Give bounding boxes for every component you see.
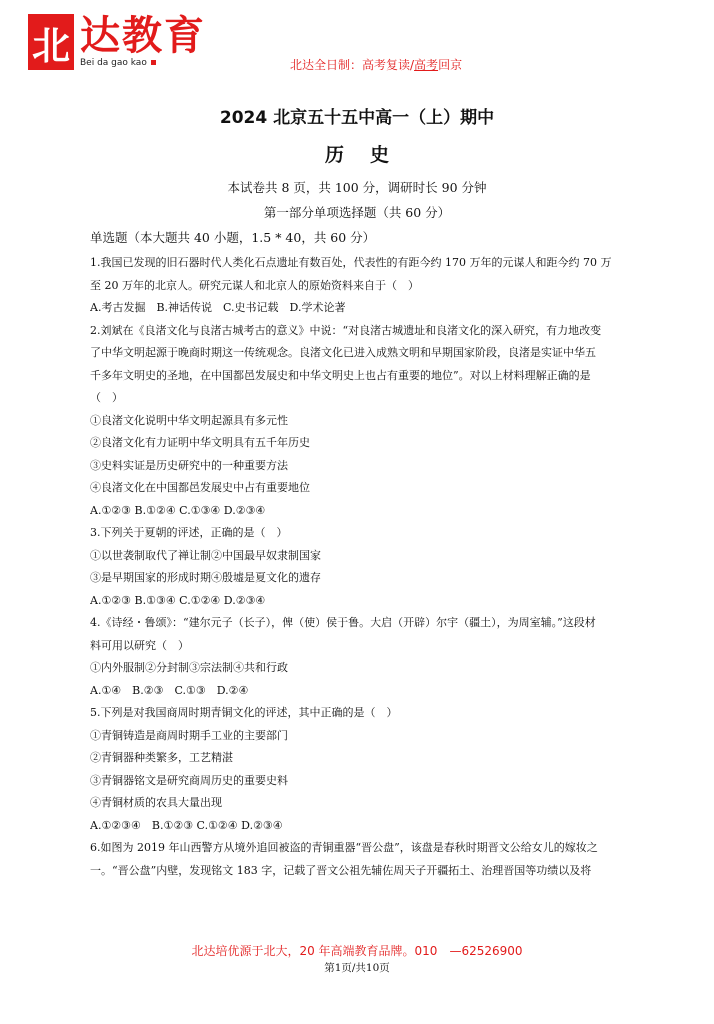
question-body [90,252,628,882]
text-line: ③史料实证是历史研究中的一种重要方法 [90,458,288,472]
text-line: A.考古发掘 B.神话传说 C.史书记载 D.学术论著 [90,301,346,314]
logo-char: 北 [31,23,70,68]
text-line: A.①②③ B.①②④ C.①③④ D.②③④ [90,503,266,517]
text-line: ①青铜铸造是商周时期手工业的主要部门 [90,728,288,742]
text-line: 了中华文明起源于晚商时期这一传统观念。良渚文化已进入成熟文明和早期国家阶段，良渚是实证中华五 [90,346,596,359]
text-line: 千多年文明史的圣地，在中国都邑发展史和中华文明史上也占有重要的地位”。对以上材料理解正确的是 [90,368,591,382]
text-line: ④青铜材质的农具大量出现 [90,796,222,809]
logo-text: 达教育 [80,12,206,59]
text-line: 1.我国已发现的旧石器时代人类化石点遗址有数百处，代表性的有距今约 170 万年的元谋人和距今约 70 万 [90,256,612,269]
text-line: ①内外服制②分封制③宗法制④共和行政 [90,661,288,674]
text-line: 至 20 万年的北京人。研究元谋人和北京人的原始资料来自于（ ） [90,278,419,292]
text-line: A.①④ B.②③ C.①③ D.②④ [90,683,249,697]
text-line: A.①②③ B.①③④ C.①②④ D.②③④ [90,593,266,607]
text-line: 一。“晋公盘”内壁，发现铭文 183 字，记载了晋文公祖先辅佐周天子开疆拓土、治理晋国等功绩以及将 [90,863,592,877]
tagline-part-b: 高考 [414,58,439,72]
text-line: 4.《诗经・鲁颂》：“建尔元子（长子），俾（使）侯于鲁。大启（开辟）尔宇（疆土），为周室辅。”这段材 [90,616,596,629]
text-line: ②青铜器种类繁多，工艺精湛 [90,751,233,764]
logo-square-icon [151,60,156,65]
logo-subtitle-text: Bei da gao kao [80,58,147,68]
exam-title: 2024 北京五十五中高一（上）期中 [219,108,495,128]
text-line: ①良渚文化说明中华文明起源具有多元性 [90,413,288,427]
text-line: ③青铜器铭文是研究商周历史的重要史料 [90,773,288,787]
subject-title: 历史 [324,144,415,166]
logo-mark [28,14,74,70]
logo-subtitle [80,58,156,68]
text-line: A.①②③④ B.①②③ C.①②④ D.②③④ [90,818,283,832]
header-tagline [290,56,462,73]
text-line: ②良渚文化有力证明中华文明具有五千年历史 [90,436,310,449]
page-number: 第1页/共10页 [324,962,390,974]
text-line: 5.下列是对我国商周时期青铜文化的评述，其中正确的是（ ） [90,706,398,719]
tagline-part-c: 回京 [438,58,463,72]
text-line: 6.如图为 2019 年山西警方从境外追回被盗的青铜重器“晋公盘”，该盘是春秋时期晋文公给女儿的嫁妆之 [90,841,598,854]
text-line: （ ） [90,391,123,404]
text-line: ①以世袭制取代了禅让制②中国最早奴隶制国家 [90,548,321,562]
exam-meta: 本试卷共 8 页，共 100 分，调研时长 90 分钟 [227,180,487,195]
text-line: ③是早期国家的形成时期④殷墟是夏文化的遗存 [90,571,321,584]
text-line: 料可用以研究（ ） [90,638,189,652]
text-line: 2.刘斌在《良渚文化与良渚古城考古的意义》中说：“对良渚古城遗址和良渚文化的深入研究，有力地改变 [90,323,602,337]
part-heading: 第一部分单项选择题（共 60 分） [263,205,451,220]
text-line: 3.下列关于夏朝的评述，正确的是（ ） [90,526,288,539]
text-line: ④良渚文化在中国都邑发展史中占有重要地位 [90,481,310,494]
logo [24,10,224,70]
section-heading: 单选题（本大题共 40 小题，1.5 * 40，共 60 分） [90,230,376,245]
footer-slogan: 北达培优源于北大，20 年高端教育品牌。010 —62526900 [191,944,523,958]
tagline-part-a: 北达全日制：高考复读/ [290,58,415,72]
